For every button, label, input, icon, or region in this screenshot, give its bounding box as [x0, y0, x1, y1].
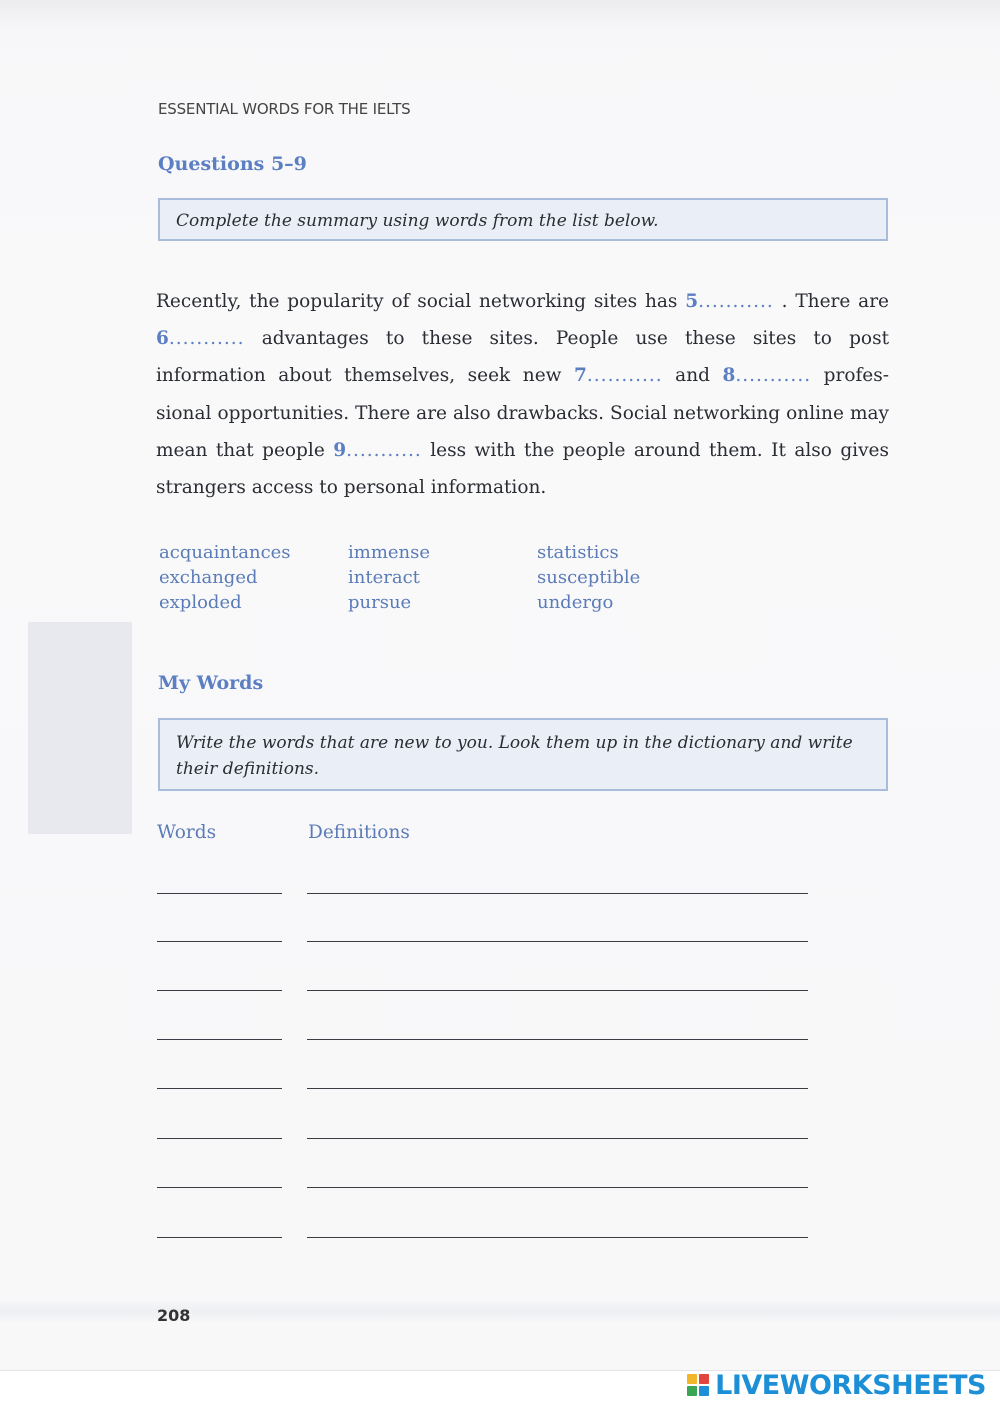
summary-text: less with the people around them. It also gives strangers access to personal information. — [156, 439, 889, 499]
liveworksheets-logo-icon — [687, 1374, 709, 1396]
word-line[interactable] — [157, 893, 282, 894]
word-line[interactable] — [157, 1088, 282, 1089]
brand-name: LIVEWORKSHEETS — [715, 1369, 986, 1401]
bleed-through-panel — [28, 622, 132, 834]
blank-number-5: 5 — [685, 291, 699, 312]
definitions-column-header: Definitions — [308, 822, 410, 843]
definition-line[interactable] — [307, 1039, 808, 1040]
answer-blank-9[interactable]: ........... — [346, 439, 422, 461]
answer-blank-5[interactable]: ........... — [698, 291, 774, 312]
summary-text: profes-sional opportunities. There are also drawbacks. Social networking online may mean that people — [156, 365, 889, 461]
word-line[interactable] — [157, 941, 282, 942]
blank-number-7: 7 — [574, 365, 587, 387]
page-bottom-shadow — [0, 1300, 1000, 1322]
word-list-item: statistics — [537, 542, 619, 563]
page-number: 208 — [157, 1306, 191, 1325]
word-list-item: exploded — [159, 592, 242, 613]
definition-line[interactable] — [307, 990, 808, 991]
liveworksheets-brand[interactable] — [687, 1370, 986, 1400]
blank-number-6: 6 — [156, 328, 169, 350]
word-list-item: immense — [348, 542, 431, 563]
my-words-instruction-box — [158, 718, 888, 791]
word-line[interactable] — [157, 1138, 282, 1139]
blank-number-8: 8 — [722, 365, 736, 387]
blank-number-9: 9 — [333, 439, 347, 461]
definition-line[interactable] — [307, 1237, 808, 1238]
word-line[interactable] — [157, 1237, 282, 1238]
word-list-item: susceptible — [537, 567, 641, 588]
questions-instruction: Complete the summary using words from the list below. — [176, 211, 659, 231]
questions-heading: Questions 5–9 — [158, 153, 307, 175]
word-line[interactable] — [157, 990, 282, 991]
my-words-instruction: Write the words that are new to you. Look them up in the dictionary and write their definitions. — [176, 733, 853, 779]
my-words-heading: My Words — [158, 672, 264, 694]
summary-paragraph — [156, 283, 889, 506]
word-line[interactable] — [157, 1187, 282, 1188]
word-list-item: undergo — [537, 592, 614, 613]
page-top-shadow — [0, 0, 1000, 30]
word-list-item: acquaintances — [159, 542, 291, 563]
words-column-header: Words — [157, 822, 217, 843]
word-list — [159, 540, 719, 615]
summary-text: advantages to these sites. People use these sites to post information about themselves, seek new — [156, 328, 889, 387]
definition-line[interactable] — [307, 893, 808, 894]
book-title-header: ESSENTIAL WORDS FOR THE IELTS — [158, 100, 411, 118]
word-list-item: interact — [348, 567, 420, 588]
answer-blank-6[interactable]: ........... — [168, 328, 245, 350]
answer-blank-8[interactable]: ........... — [735, 365, 812, 387]
word-line[interactable] — [157, 1039, 282, 1040]
summary-text: . There are — [773, 291, 889, 312]
summary-text: and — [662, 365, 723, 387]
summary-text: Recently, the popularity of social networking sites has — [156, 291, 686, 312]
word-list-item: pursue — [348, 592, 412, 613]
definition-line[interactable] — [307, 1138, 808, 1139]
definition-line[interactable] — [307, 941, 808, 942]
definition-line[interactable] — [307, 1088, 808, 1089]
word-list-item: exchanged — [159, 567, 258, 588]
definition-line[interactable] — [307, 1187, 808, 1188]
answer-blank-7[interactable]: ........... — [586, 365, 663, 387]
questions-instruction-box — [158, 198, 888, 241]
